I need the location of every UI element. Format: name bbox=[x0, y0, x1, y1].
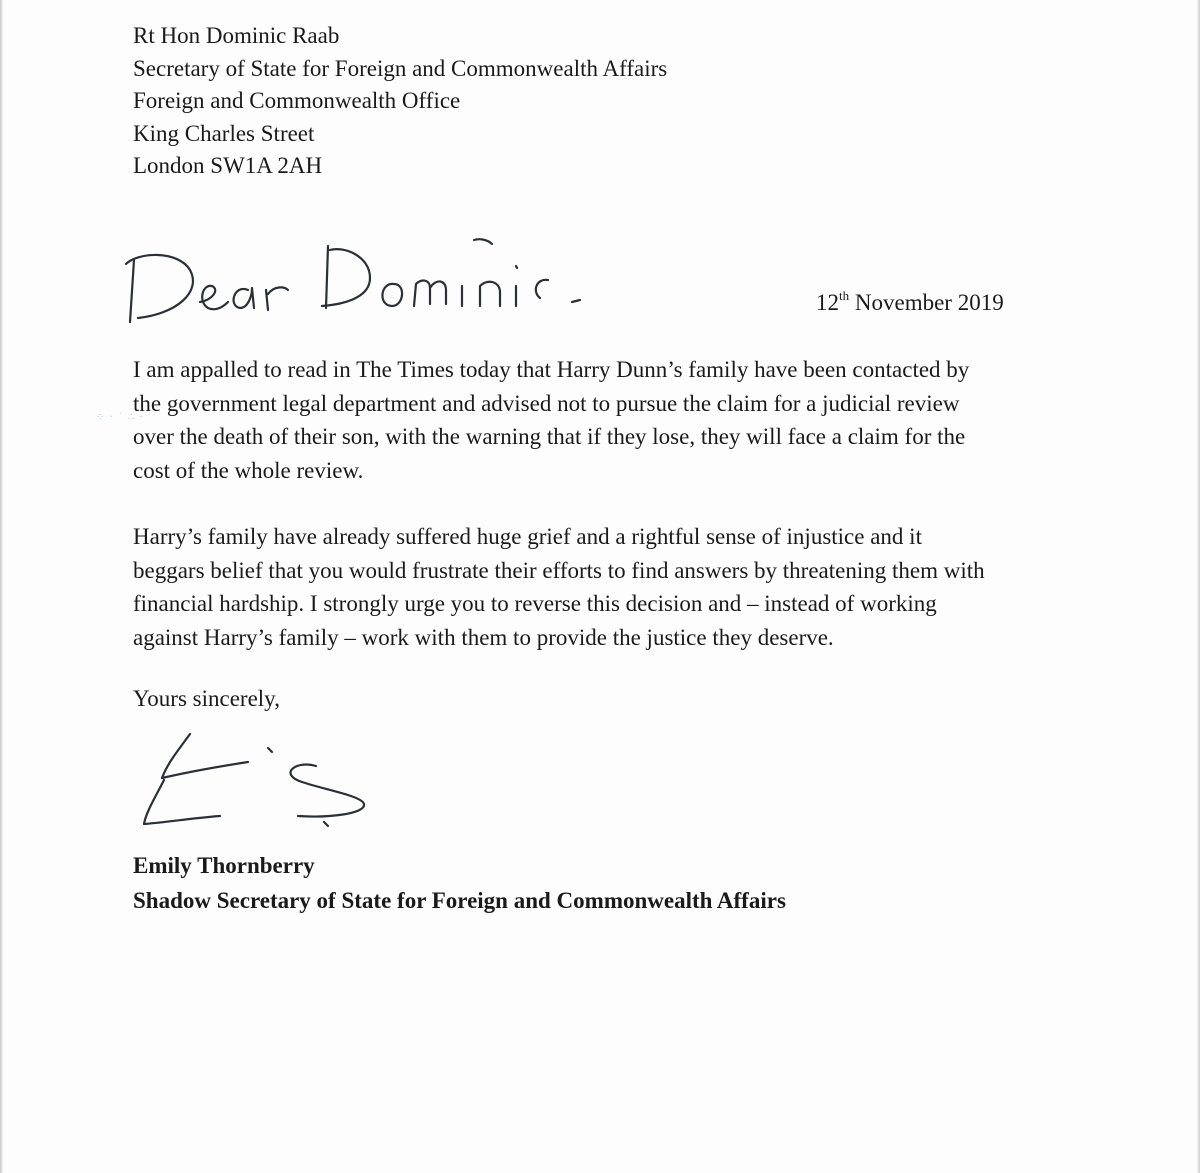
paragraph-line: beggars belief that you would frustrate their efforts to find answers by threatening them with bbox=[133, 557, 985, 583]
address-line: King Charles Street bbox=[133, 120, 315, 146]
signatory-title: Shadow Secretary of State for Foreign and Commonwealth Affairs bbox=[133, 888, 786, 913]
scan-edge-left bbox=[0, 0, 3, 1173]
signatory-name: Emily Thornberry bbox=[133, 853, 315, 878]
paragraph-1 bbox=[133, 353, 1043, 487]
paragraph-line: cost of the whole review. bbox=[133, 457, 364, 483]
faint-scan-artifact: ⁘ · ˙ ∴ · bbox=[96, 412, 144, 423]
paragraph-line: financial hardship. I strongly urge you to reverse this decision and – instead of working bbox=[133, 591, 937, 617]
paragraph-2 bbox=[133, 520, 1043, 654]
address-line: Secretary of State for Foreign and Commonwealth Affairs bbox=[133, 55, 668, 81]
handwritten-salutation bbox=[108, 222, 608, 332]
recipient-address bbox=[133, 20, 667, 183]
date-suffix: th bbox=[839, 288, 850, 303]
paragraph-line: Harry’s family have already suffered huge grief and a rightful sense of injustice and it bbox=[133, 524, 922, 549]
address-line: Foreign and Commonwealth Office bbox=[133, 88, 461, 113]
paragraph-line: the government legal department and advised not to pursue the claim for a judicial review bbox=[133, 390, 960, 416]
paragraph-line: against Harry’s family – work with them to provide the justice they deserve. bbox=[133, 624, 834, 650]
date-day: 12 bbox=[816, 290, 839, 315]
address-line: Rt Hon Dominic Raab bbox=[133, 23, 340, 48]
closing: Yours sincerely, bbox=[133, 686, 280, 711]
date-rest: November 2019 bbox=[849, 290, 1004, 315]
paragraph-line: over the death of their son, with the warning that if they lose, they will face a claim for the bbox=[133, 424, 966, 450]
address-line: London SW1A 2AH bbox=[133, 153, 323, 178]
paragraph-line: I am appalled to read in The Times today that Harry Dunn’s family have been contacted by bbox=[133, 357, 970, 382]
letter-date bbox=[816, 288, 1004, 316]
handwritten-signature bbox=[128, 726, 388, 836]
